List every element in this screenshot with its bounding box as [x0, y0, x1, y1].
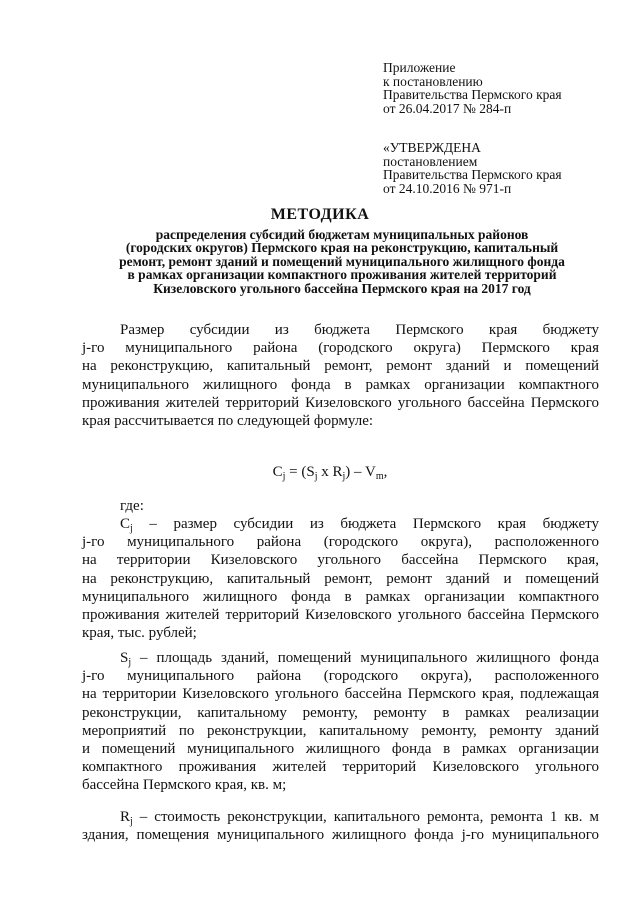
paragraph-line: реконструкции, капитальному ремонту, ремонту в рамках реализации [82, 704, 599, 721]
formula-subscript: j [342, 471, 346, 482]
paragraph-line: на реконструкцию, капитальный ремонт, ремонт зданий и помещений [82, 570, 599, 587]
formula [0, 464, 640, 481]
paragraph-line: Размер субсидии из бюджета Пермского края бюджету [120, 322, 599, 338]
subtitle-line: ремонт, ремонт зданий и помещений муниципального жилищного фонда [119, 253, 565, 269]
paragraph-line: на территории Кизеловского угольного бассейна Пермского края, [82, 552, 599, 569]
approval-line: от 24.10.2016 № 971-п [383, 180, 512, 196]
definition-sj [82, 649, 599, 795]
formula-subscript: j [282, 471, 286, 482]
formula-part: C [272, 464, 283, 480]
definition-first-line [82, 649, 599, 667]
paragraph-line: проживания жителей территорий Кизеловского угольного бассейна Пермского [82, 607, 599, 624]
symbol: C [120, 516, 131, 532]
formula-part: = (S [285, 464, 315, 480]
formula-part: x R [317, 464, 343, 480]
formula-part: , [383, 464, 388, 480]
approval-line: «УТВЕРЖДЕНА [383, 140, 481, 155]
subtitle-line: (городских округов) Пермского края на реконструкцию, капитальный [125, 240, 559, 256]
paragraph-line: края рассчитывается по следующей формуле: [82, 413, 374, 430]
annex-line: Правительства Пермского края [383, 87, 562, 102]
definition-text: – стоимость реконструкции, капитального ремонта, ремонта 1 кв. м [132, 809, 599, 825]
symbol-subscript: j [128, 657, 132, 668]
paragraph-line: и помещений муниципального жилищного фонда в рамках организации [82, 741, 599, 758]
symbol: R [120, 809, 131, 825]
formula-subscript: j [314, 471, 318, 482]
definition-cj [82, 515, 599, 642]
intro-paragraph [82, 321, 599, 430]
definition-text: – площадь зданий, помещений муниципального жилищного фонда [131, 650, 599, 666]
paragraph-line: j-го муниципального района (городского округа), расположенного [82, 668, 599, 685]
subtitle-line: в рамках организации компактного проживания жителей территорий [127, 267, 557, 283]
paragraph-line: j-го муниципального района (городского округа), расположенного [82, 534, 599, 551]
formula-part: ) – V [345, 464, 376, 480]
document-title: МЕТОДИКА [270, 206, 370, 223]
symbol-subscript: j [130, 816, 133, 827]
paragraph-line: компактного проживания жителей территорий Кизеловского угольного [82, 759, 599, 776]
paragraph-line: муниципального жилищного фонда в рамках организации компактного [82, 376, 599, 393]
document-subtitle [82, 228, 602, 295]
definition-rj [82, 808, 599, 844]
paragraph-line: мероприятий по реконструкции, капитальному ремонту, ремонту зданий [82, 722, 599, 739]
paragraph-line: на реконструкцию, капитальный ремонт, ремонт зданий и помещений [82, 358, 599, 375]
annex-line: Приложение [383, 60, 456, 75]
symbol-subscript: j [130, 523, 133, 534]
annex-line: от 26.04.2017 № 284-п [383, 100, 512, 116]
subtitle-line: распределения субсидий бюджетам муниципальных районов [155, 227, 529, 242]
definition-first-line [82, 808, 599, 826]
paragraph-line: здания, помещения муниципального жилищного фонда j-го муниципального [82, 827, 599, 844]
paragraph-line: проживания жителей территорий Кизеловского угольного бассейна Пермского [82, 394, 599, 411]
subtitle-line: Кизеловского угольного бассейна Пермского края на 2017 год [153, 280, 531, 296]
paragraph-line: j-го муниципального района (городского округа) Пермского края [82, 340, 599, 357]
paragraph-line: муниципального жилищного фонда в рамках организации компактного [82, 588, 599, 605]
formula-subscript: m [375, 471, 384, 482]
where-label: где: [120, 498, 144, 514]
symbol: S [120, 650, 129, 666]
paragraph-line: края, тыс. рублей; [82, 625, 197, 642]
definition-text: – размер субсидии из бюджета Пермского края бюджету [132, 516, 599, 532]
approval-line: постановлением [383, 153, 478, 169]
paragraph-line: бассейна Пермского края, кв. м; [82, 777, 287, 794]
approval-stamp [383, 141, 562, 195]
annex-line: к постановлению [383, 73, 483, 89]
definition-first-line [82, 515, 599, 533]
annex-stamp [383, 61, 562, 115]
paragraph-line: на территории Кизеловского угольного бассейна Пермского края, подлежащая [82, 686, 599, 703]
approval-line: Правительства Пермского края [383, 167, 562, 182]
